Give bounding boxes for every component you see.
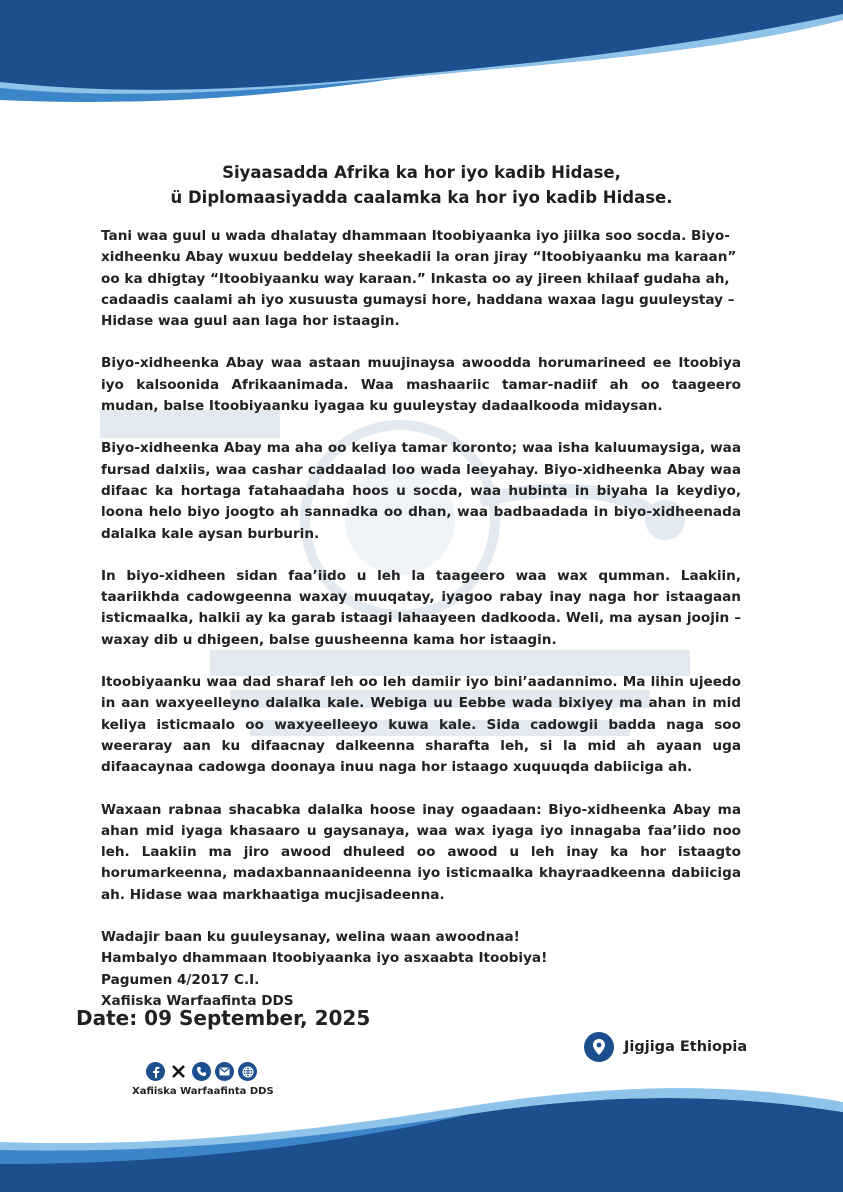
- body-paragraph: Biyo-xidheenka Abay ma aha oo keliya tamar koronto; waa isha kaluumaysiga, waa fursad dalxiis, waa cashar caddaalad loo wada leeyahay. Biyo-xidheenka Abay waa difaac ka hortaga fatahaadaha hoos u socda, waa hubinta in biyaha la keydiyo, loona helo biyo joogto ah sannadka oo dhan, waa badbaadada in biyo-xidheenada dalalka kale aysan burburin.: [101, 440, 741, 542]
- document-body: [101, 226, 741, 1012]
- body-paragraph: In biyo-xidheen sidan faa’iido u leh la taageero waa wax qumman. Laakiin, taariikhda cadowgeenna waxay muuqatay, iyagoo rabay inay naga hor istaagaan isticmaalka, halkii ay ka garab istaagi lahaayeen dadkooda. Weli, ma aysan joojin – waxay dib u dhigeen, balse guusheenna kama hor istaagin.: [101, 567, 741, 648]
- document-date: Date: 09 September, 2025: [76, 1006, 371, 1030]
- body-paragraph: Waxaan rabnaa shacabka dalalka hoose inay ogaadaan: Biyo-xidheenka Abay ma ahan mid iyaga khasaaro u gaysanaya, waa wax iyaga iyo innagaba faa’iido noo leh. Laakiin ma jiro awood dhuleed oo awood u leh inay ka hor istaagto horumarkeenna, madaxbannaanideenna iyo isticmaalka khayraadkeenna dabiiciga ah. Hidase waa markhaatiga mucjisadeenna.: [101, 801, 741, 903]
- closing-block: [101, 927, 741, 1012]
- social-label: Xafiiska Warfaafinta DDS: [132, 1086, 274, 1097]
- title-line-2: ü Diplomaasiyadda caalamka ka hor iyo kadib Hidase.: [170, 188, 673, 207]
- header-wave: [0, 0, 843, 120]
- title-line-1: Siyaasadda Afrika ka hor iyo kadib Hidase,: [222, 163, 621, 182]
- body-paragraph: Itoobiyaanku waa dad sharaf leh oo leh damiir iyo bini’aadannimo. Ma lihin ujeedo in aan waxyeelleyno dalalka kale. Webiga uu Eebbe wada bixiyey ma ahan in mid keliya isticmaalo oo waxyeelleeyo kuwa kale. Sida cadowgii badda naga soo weeraray aan ku difaacnay dalkeenna sharafta leh, si la mid ah ayaan uga difaacaynaa cadowga doonaya inuu naga hor istaago xuquuqda dabiiciga ah.: [101, 674, 741, 776]
- body-paragraph: Tani waa guul u wada dhalatay dhammaan Itoobiyaanka iyo jiilka soo socda. Biyo-xidheenku Abay wuxuu beddelay sheekadii la oran jiray “Itoobiyaanku ma karaan” oo ka dhigtay “Itoobiyaanku way karaan.” Inkasta oo ay jireen khilaaf gudaha ah, cadaadis caalami ah iyo xusuusta gumaysi hore, haddana waxaa lagu guuleystay – Hidase waa guul aan laga hor istaagin.: [101, 228, 737, 330]
- location-text: Jigjiga Ethiopia: [624, 1039, 748, 1055]
- document-title: [0, 160, 843, 210]
- location-pin-icon: [584, 1032, 614, 1062]
- body-paragraph: Biyo-xidheenka Abay waa astaan muujinaysa awoodda horumarineed ee Itoobiya iyo kalsoonida Afrikaanimada. Waa mashaariic tamar-nadiif ah oo taageero mudan, balse Itoobiyaanku iyagaa ku guuleystay dadaalkooda midaysan.: [101, 355, 741, 415]
- footer-wave: [0, 1072, 843, 1192]
- location-block: [584, 1032, 747, 1062]
- closing-line: Pagumen 4/2017 C.I.: [101, 971, 260, 988]
- closing-line: Wadajir baan ku guuleysanay, welina waan awoodnaa!: [101, 929, 520, 946]
- closing-line: Xafiiska Warfaafinta DDS: [101, 992, 294, 1009]
- closing-line: Hambalyo dhammaan Itoobiyaanka iyo asxaabta Itoobiya!: [101, 950, 548, 967]
